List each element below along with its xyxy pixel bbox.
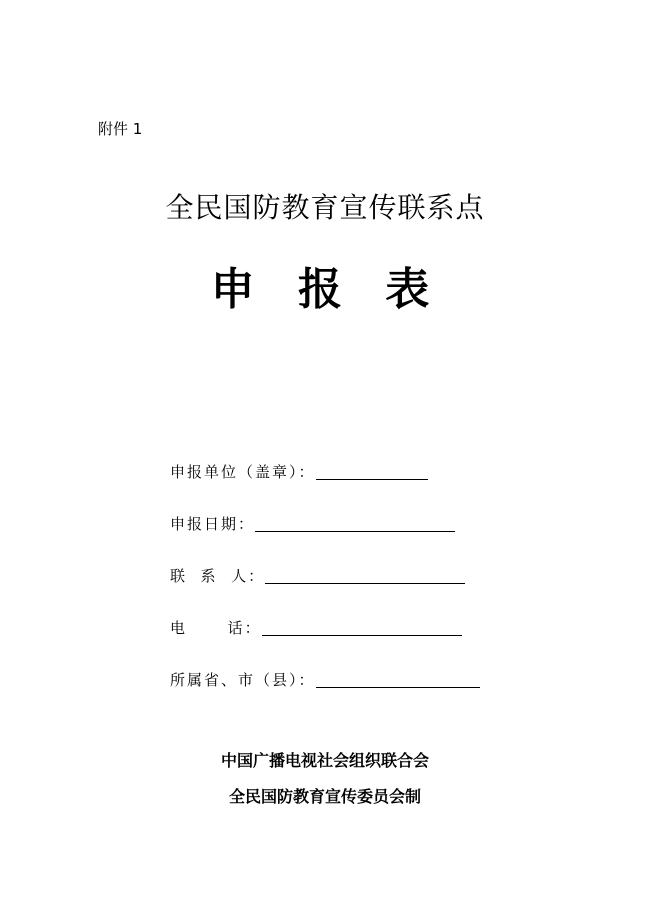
organizer-line-2: 全民国防教育宣传委员会制 <box>228 787 421 806</box>
document-title: 全民国防教育宣传联系点 <box>165 191 485 224</box>
attachment-label: 附件 1 <box>98 120 143 138</box>
field-label-province-city: 所属省、市（县）： <box>170 671 316 689</box>
field-phone <box>170 614 462 638</box>
field-contact-person <box>170 562 465 586</box>
organizer-line-1: 中国广播电视社会组织联合会 <box>220 751 429 770</box>
field-input-contact-person[interactable] <box>265 565 465 584</box>
field-label-applicant-unit: 申报单位（盖章）： <box>170 463 316 481</box>
field-applicant-unit <box>170 458 428 482</box>
field-province-city <box>170 666 480 690</box>
field-input-application-date[interactable] <box>255 513 455 532</box>
field-input-phone[interactable] <box>262 617 462 636</box>
field-label-contact-person: 联 系 人： <box>170 567 266 585</box>
document-subtitle: 申 报 表 <box>210 264 444 315</box>
field-input-province-city[interactable] <box>316 669 480 688</box>
field-application-date <box>170 510 455 534</box>
field-label-application-date: 申报日期： <box>170 515 256 533</box>
field-input-applicant-unit[interactable] <box>316 461 428 480</box>
field-label-phone: 电 话： <box>170 619 262 637</box>
